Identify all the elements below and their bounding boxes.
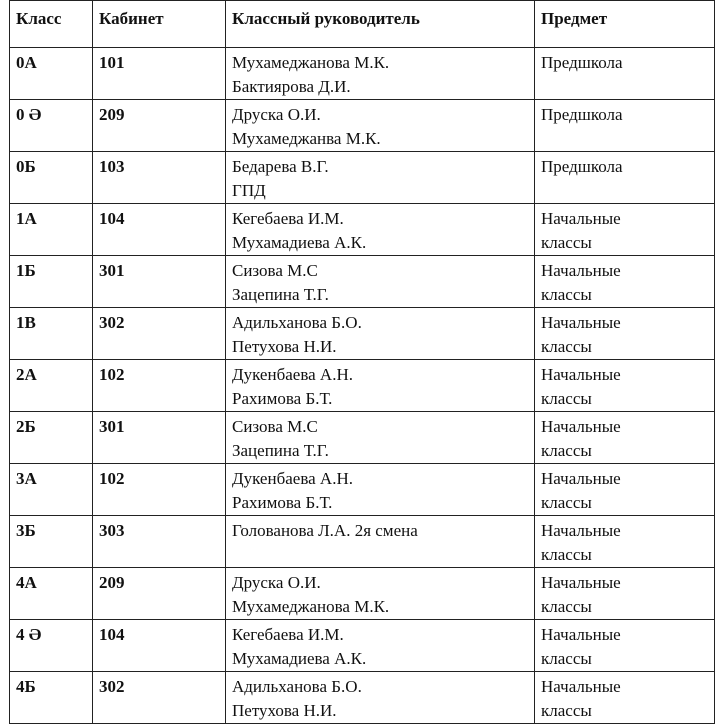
room-value: 104 xyxy=(99,625,125,644)
teacher-line-2: Бактиярова Д.И. xyxy=(232,77,351,96)
teacher-line-1: Сизова М.С xyxy=(232,417,318,436)
teacher-line-2: Мухамеджанова М.К. xyxy=(232,597,390,616)
subject-cell xyxy=(535,516,715,568)
table-row xyxy=(10,672,715,724)
room-cell xyxy=(93,152,226,204)
teacher-line-1: Кегебаева И.М. xyxy=(232,209,344,228)
room-cell xyxy=(93,620,226,672)
subject-line-1: Начальные xyxy=(541,521,621,540)
class-schedule-table xyxy=(9,0,715,724)
class-cell xyxy=(10,516,93,568)
teacher-cell xyxy=(226,672,535,724)
class-cell xyxy=(10,308,93,360)
class-cell xyxy=(10,412,93,464)
teacher-line-1: Кегебаева И.М. xyxy=(232,625,344,644)
room-cell xyxy=(93,672,226,724)
class-value: 4А xyxy=(16,573,37,592)
room-cell xyxy=(93,48,226,100)
subject-line-1: Начальные xyxy=(541,417,621,436)
class-cell xyxy=(10,672,93,724)
room-value: 303 xyxy=(99,521,125,540)
teacher-line-2: Мухамадиева А.К. xyxy=(232,233,367,252)
subject-line-1: Предшкола xyxy=(541,105,623,124)
teacher-cell xyxy=(226,360,535,412)
teacher-line-2: Рахимова Б.Т. xyxy=(232,493,333,512)
header-room: Кабинет xyxy=(93,1,226,48)
table-row xyxy=(10,152,715,204)
room-cell xyxy=(93,100,226,152)
room-cell xyxy=(93,464,226,516)
room-value: 301 xyxy=(99,261,125,280)
subject-cell xyxy=(535,100,715,152)
room-value: 102 xyxy=(99,365,125,384)
teacher-cell xyxy=(226,204,535,256)
class-value: 1А xyxy=(16,209,37,228)
teacher-cell xyxy=(226,620,535,672)
class-cell xyxy=(10,360,93,412)
header-teacher: Классный руководитель xyxy=(226,1,535,48)
table-row xyxy=(10,204,715,256)
subject-line-2: классы xyxy=(541,701,592,720)
subject-cell xyxy=(535,568,715,620)
teacher-line-1: Адильханова Б.О. xyxy=(232,313,362,332)
subject-line-2: классы xyxy=(541,389,592,408)
room-value: 102 xyxy=(99,469,125,488)
table-row xyxy=(10,100,715,152)
table-row xyxy=(10,516,715,568)
teacher-line-1: Сизова М.С xyxy=(232,261,318,280)
subject-line-1: Начальные xyxy=(541,573,621,592)
subject-line-2: классы xyxy=(541,545,592,564)
room-value: 104 xyxy=(99,209,125,228)
subject-line-2: классы xyxy=(541,649,592,668)
subject-cell xyxy=(535,308,715,360)
subject-line-2: классы xyxy=(541,285,592,304)
teacher-line-1: Бедарева В.Г. xyxy=(232,157,329,176)
class-value: 3А xyxy=(16,469,37,488)
class-value: 2А xyxy=(16,365,37,384)
room-cell xyxy=(93,308,226,360)
teacher-line-1: Голованова Л.А. 2я смена xyxy=(232,521,418,540)
teacher-line-1: Адильханова Б.О. xyxy=(232,677,362,696)
room-value: 209 xyxy=(99,573,125,592)
teacher-cell xyxy=(226,516,535,568)
teacher-cell xyxy=(226,48,535,100)
teacher-line-1: Друска О.И. xyxy=(232,105,321,124)
subject-line-1: Начальные xyxy=(541,209,621,228)
subject-cell xyxy=(535,152,715,204)
subject-cell xyxy=(535,672,715,724)
teacher-line-2: Петухова Н.И. xyxy=(232,337,337,356)
class-cell xyxy=(10,152,93,204)
class-value: 0Б xyxy=(16,157,36,176)
teacher-cell xyxy=(226,568,535,620)
class-cell xyxy=(10,464,93,516)
teacher-cell xyxy=(226,464,535,516)
room-value: 301 xyxy=(99,417,125,436)
table-row xyxy=(10,48,715,100)
subject-line-1: Начальные xyxy=(541,625,621,644)
class-cell xyxy=(10,100,93,152)
subject-cell xyxy=(535,412,715,464)
subject-line-1: Начальные xyxy=(541,365,621,384)
table-row xyxy=(10,620,715,672)
class-value: 0 Ә xyxy=(16,105,42,124)
teacher-line-2: Рахимова Б.Т. xyxy=(232,389,333,408)
subject-cell xyxy=(535,204,715,256)
subject-cell xyxy=(535,464,715,516)
teacher-line-1: Дукенбаева А.Н. xyxy=(232,365,353,384)
table-row xyxy=(10,464,715,516)
class-value: 2Б xyxy=(16,417,36,436)
class-value: 1В xyxy=(16,313,36,332)
teacher-cell xyxy=(226,412,535,464)
table-row xyxy=(10,412,715,464)
room-value: 302 xyxy=(99,313,125,332)
class-cell xyxy=(10,568,93,620)
subject-cell xyxy=(535,360,715,412)
room-value: 101 xyxy=(99,53,125,72)
teacher-cell xyxy=(226,308,535,360)
room-cell xyxy=(93,568,226,620)
subject-line-1: Начальные xyxy=(541,313,621,332)
subject-cell xyxy=(535,256,715,308)
teacher-line-1: Друска О.И. xyxy=(232,573,321,592)
class-value: 0А xyxy=(16,53,37,72)
table-row xyxy=(10,308,715,360)
teacher-cell xyxy=(226,152,535,204)
subject-line-1: Начальные xyxy=(541,261,621,280)
room-cell xyxy=(93,516,226,568)
room-cell xyxy=(93,360,226,412)
class-value: 4Б xyxy=(16,677,36,696)
teacher-line-2: Мухамеджанва М.К. xyxy=(232,129,381,148)
subject-line-2: классы xyxy=(541,337,592,356)
room-value: 209 xyxy=(99,105,125,124)
class-cell xyxy=(10,620,93,672)
class-value: 1Б xyxy=(16,261,36,280)
class-cell xyxy=(10,48,93,100)
header-subject: Предмет xyxy=(535,1,715,48)
subject-cell xyxy=(535,48,715,100)
subject-line-1: Начальные xyxy=(541,469,621,488)
teacher-line-2: Зацепина Т.Г. xyxy=(232,285,329,304)
subject-cell xyxy=(535,620,715,672)
header-class: Класс xyxy=(10,1,93,48)
subject-line-1: Предшкола xyxy=(541,157,623,176)
subject-line-1: Начальные xyxy=(541,677,621,696)
teacher-line-2: Мухамадиева А.К. xyxy=(232,649,367,668)
room-value: 302 xyxy=(99,677,125,696)
table-row xyxy=(10,568,715,620)
table-row xyxy=(10,256,715,308)
room-cell xyxy=(93,204,226,256)
class-cell xyxy=(10,256,93,308)
room-cell xyxy=(93,412,226,464)
teacher-line-2: Петухова Н.И. xyxy=(232,701,337,720)
room-value: 103 xyxy=(99,157,125,176)
teacher-line-2: ГПД xyxy=(232,181,266,200)
teacher-line-1: Дукенбаева А.Н. xyxy=(232,469,353,488)
room-cell xyxy=(93,256,226,308)
subject-line-2: классы xyxy=(541,233,592,252)
table-row xyxy=(10,360,715,412)
subject-line-2: классы xyxy=(541,493,592,512)
class-value: 3Б xyxy=(16,521,36,540)
teacher-line-1: Мухамеджанова М.К. xyxy=(232,53,390,72)
header-row xyxy=(10,1,715,48)
class-cell xyxy=(10,204,93,256)
subject-line-2: классы xyxy=(541,597,592,616)
subject-line-1: Предшкола xyxy=(541,53,623,72)
teacher-cell xyxy=(226,100,535,152)
teacher-cell xyxy=(226,256,535,308)
teacher-line-2: Зацепина Т.Г. xyxy=(232,441,329,460)
subject-line-2: классы xyxy=(541,441,592,460)
class-value: 4 Ә xyxy=(16,625,42,644)
